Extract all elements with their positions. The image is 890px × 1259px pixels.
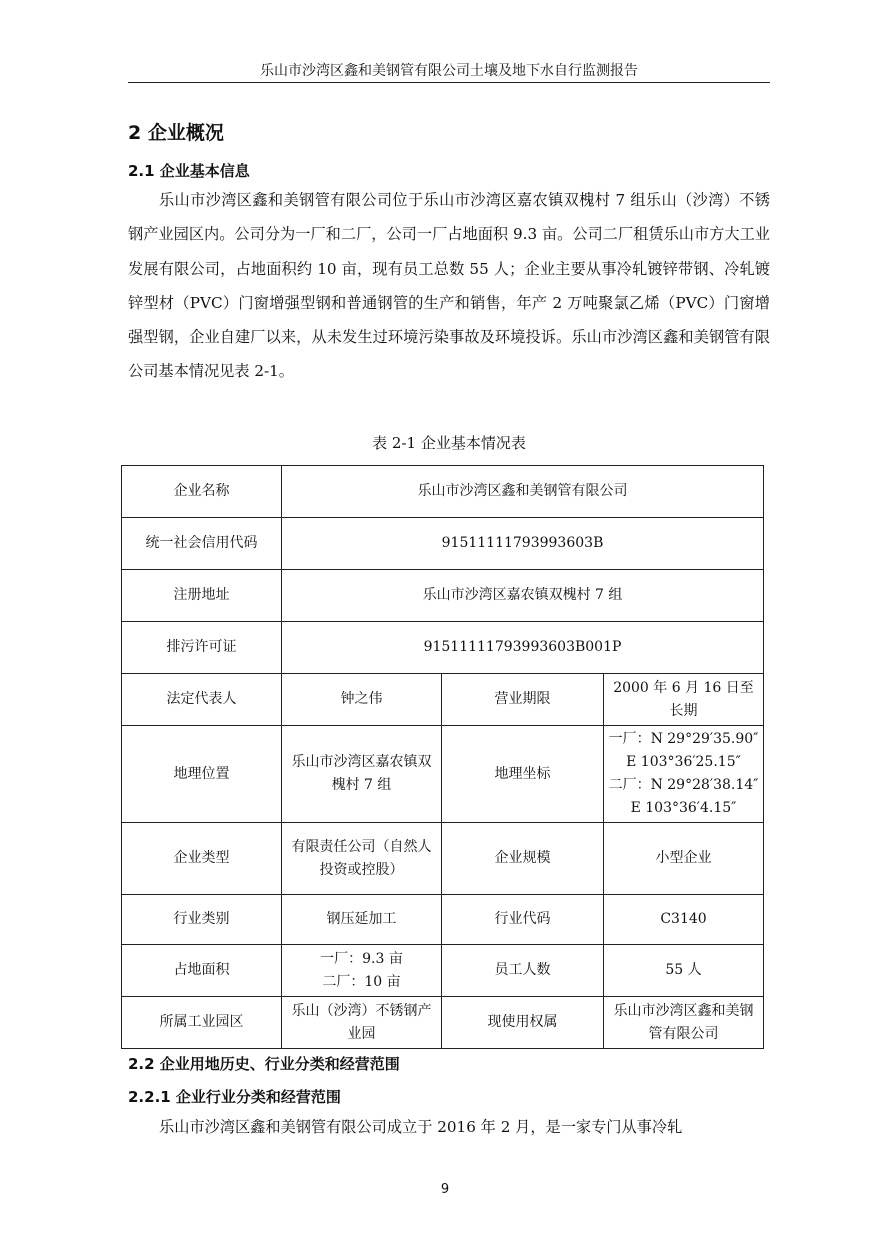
coordinate-line: 二厂：N 29°28′38.14″ [608,777,759,793]
table-label-cell: 地理坐标 [442,726,604,823]
table-label-cell: 企业名称 [122,466,282,518]
table-row [122,726,764,823]
coordinate-line: 一厂：N 29°29′35.90″ [608,731,759,747]
table-caption: 表 2-1 企业基本情况表 [372,434,526,452]
table-label-cell: 统一社会信用代码 [122,518,282,570]
table-row [122,518,764,570]
table-value-cell: 91511111793993603B [282,518,764,570]
table-row [122,570,764,622]
table-value-cell: 乐山（沙湾）不锈钢产业园 [282,997,442,1049]
header-rule [128,82,770,83]
table-value-cell: 钢压延加工 [282,895,442,945]
table-label-cell: 地理位置 [122,726,282,823]
table-row [122,674,764,726]
tail-paragraph: 乐山市沙湾区鑫和美钢管有限公司成立于 2016 年 2 月，是一家专门从事冷轧 [159,1118,683,1136]
area-line: 一厂：9.3 亩 [320,950,403,967]
table-label-cell: 行业代码 [442,895,604,945]
table-label-cell: 营业期限 [442,674,604,726]
coordinate-line: E 103°36′25.15″ [626,754,741,770]
section-heading: 2 企业概况 [128,122,224,144]
table-value-cell: 有限责任公司（自然人投资或控股） [282,823,442,895]
table-value-cell: 乐山市沙湾区嘉农镇双槐村 7 组 [282,726,442,823]
table-label-cell: 排污许可证 [122,622,282,674]
table-row [122,466,764,518]
table-value-cell: 乐山市沙湾区嘉农镇双槐村 7 组 [282,570,764,622]
table-value-cell: 乐山市沙湾区鑫和美钢管有限公司 [604,997,764,1049]
table-label-cell: 注册地址 [122,570,282,622]
table-value-cell: 乐山市沙湾区鑫和美钢管有限公司 [282,466,764,518]
coordinates-cell [604,726,764,823]
table-row [122,823,764,895]
subsection-heading-2-2: 2.2 企业用地历史、行业分类和经营范围 [128,1055,400,1073]
table-value-cell: 钟之伟 [282,674,442,726]
subsection-heading-2-2-1: 2.2.1 企业行业分类和经营范围 [128,1088,341,1106]
company-info-table [121,465,764,1049]
table-row [122,622,764,674]
table-value-cell: 55 人 [604,945,764,997]
table-value-cell: C3140 [604,895,764,945]
table-label-cell: 现使用权属 [442,997,604,1049]
table-row [122,997,764,1049]
table-value-cell: 2000 年 6 月 16 日至长期 [604,674,764,726]
page-number: 9 [440,1182,450,1197]
coordinate-line: E 103°36′4.15″ [630,800,737,816]
subsection-heading-2-1: 2.1 企业基本信息 [128,162,250,180]
table-label-cell: 占地面积 [122,945,282,997]
table-value-cell: 小型企业 [604,823,764,895]
table-label-cell: 企业类型 [122,823,282,895]
area-cell [282,945,442,997]
table-label-cell: 行业类别 [122,895,282,945]
table-label-cell: 所属工业园区 [122,997,282,1049]
running-header: 乐山市沙湾区鑫和美钢管有限公司土壤及地下水自行监测报告 [260,63,638,79]
table-label-cell: 员工人数 [442,945,604,997]
intro-paragraph: 乐山市沙湾区鑫和美钢管有限公司位于乐山市沙湾区嘉农镇双槐村 7 组乐山（沙湾）不锈钢产业园区内。公司分为一厂和二厂，公司一厂占地面积 9.3 亩。公司二厂租赁乐山市方大工业发展有限公司，占地面积约 10 亩，现有员工总数 55 人；企业主要从事冷轧镀锌带钢、冷轧镀锌型材（PVC）门窗增强型钢和普通钢管的生产和销售，年产 2 万吨聚氯乙烯（PVC）门窗增强型钢，企业自建厂以来，从未发生过环境污染事故及环境投诉。乐山市沙湾区鑫和美钢管有限公司基本情况见表 2-1。 [128,191,770,381]
table-row [122,945,764,997]
table-label-cell: 法定代表人 [122,674,282,726]
table-value-cell: 91511111793993603B001P [282,622,764,674]
table-row [122,895,764,945]
area-line: 二厂：10 亩 [322,973,401,990]
table-label-cell: 企业规模 [442,823,604,895]
